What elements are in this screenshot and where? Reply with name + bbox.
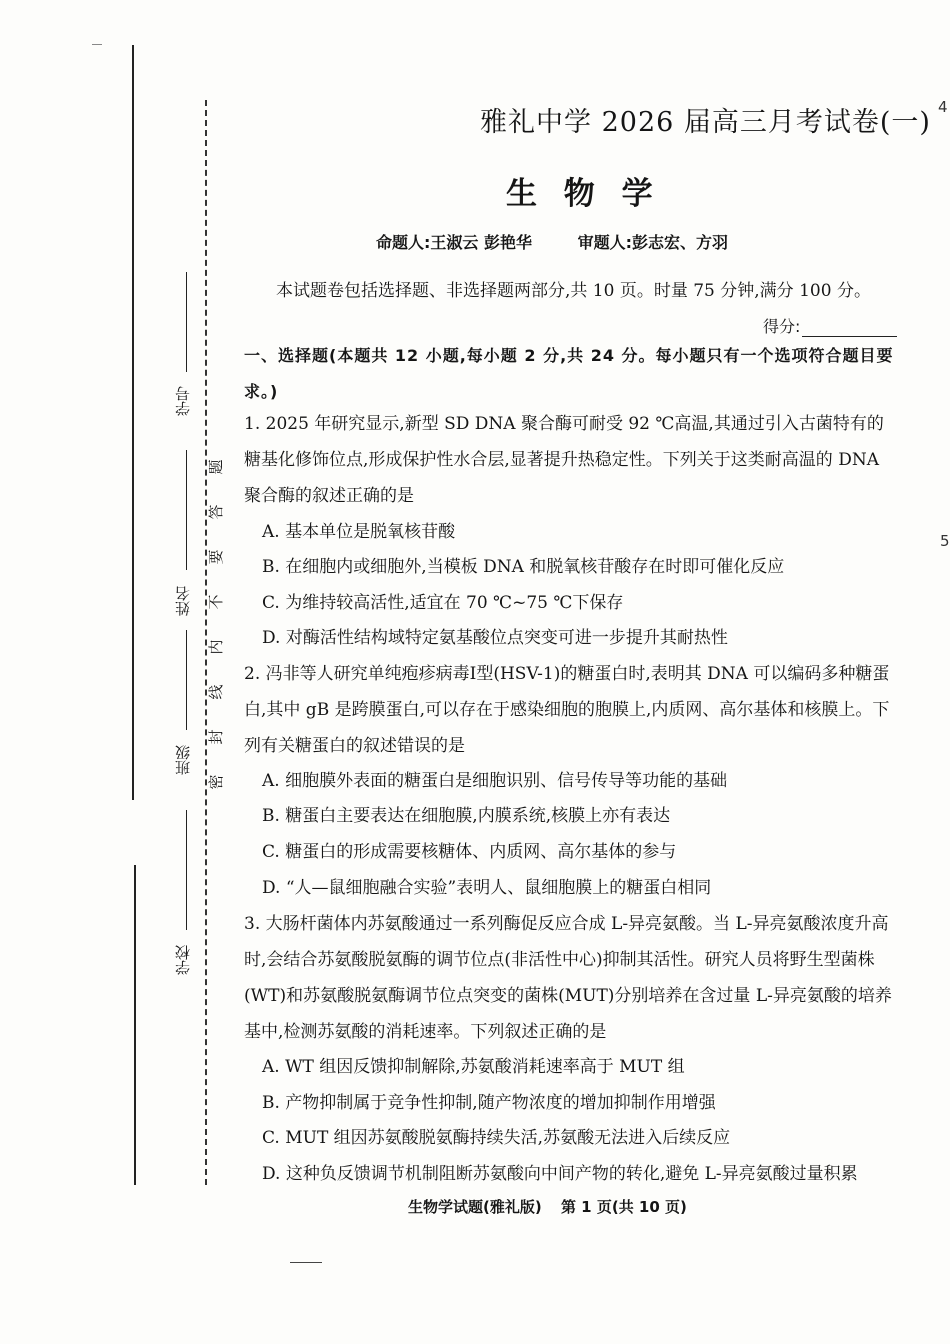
page-top-mark bbox=[92, 44, 102, 45]
edge-mark: 5 bbox=[940, 532, 950, 550]
question-setter: 命题人:王淑云 彭艳华 bbox=[376, 233, 532, 252]
score-label: 得分: bbox=[763, 317, 801, 336]
seal-warning-char: 要 bbox=[207, 549, 225, 565]
section-heading: 一、选择题(本题共 12 小题,每小题 2 分,共 24 分。每小题只有一个选项符合题目要求。) bbox=[244, 346, 894, 401]
seal-warning-char: 密 bbox=[207, 774, 225, 790]
option-item[interactable]: D. “人—鼠细胞融合实验”表明人、鼠细胞膜上的糖蛋白相同 bbox=[262, 878, 712, 898]
school-label: 学校 bbox=[174, 945, 192, 975]
class-field[interactable] bbox=[186, 630, 187, 730]
question-reviewer: 审题人:彭志宏、方羽 bbox=[577, 233, 728, 252]
option-item[interactable]: C. 为维持较高活性,适宜在 70 ℃~75 ℃下保存 bbox=[262, 593, 624, 613]
option-item[interactable]: B. 产物抑制属于竞争性抑制,随产物浓度的增加抑制作用增强 bbox=[262, 1093, 716, 1113]
seal-warning-char: 答 bbox=[207, 504, 225, 520]
option-item[interactable]: A. 基本单位是脱氧核苷酸 bbox=[262, 522, 456, 542]
question-stem: 1. 2025 年研究显示,新型 SD DNA 聚合酶可耐受 92 ℃高温,其通过引入古菌特有的糖基化修饰位点,形成保护性水合层,显著提升热稳定性。下列关于这类耐高温的 DNA 聚合酶的叙述正确的是 bbox=[244, 414, 884, 506]
seal-warning-char: 封 bbox=[207, 729, 225, 745]
page-footer bbox=[408, 1196, 687, 1217]
option-item[interactable]: D. 这种负反馈调节机制阻断苏氨酸向中间产物的转化,避免 L-异亮氨酸过量积累 bbox=[262, 1164, 858, 1184]
name-label: 姓名 bbox=[174, 586, 192, 616]
school-field[interactable] bbox=[186, 810, 187, 930]
option-item[interactable]: C. 糖蛋白的形成需要核糖体、内质网、高尔基体的参与 bbox=[262, 842, 677, 862]
binding-border-line-lower bbox=[134, 865, 136, 1185]
seal-warning bbox=[206, 457, 226, 817]
seal-warning-char: 内 bbox=[207, 639, 225, 655]
student-number-field[interactable] bbox=[186, 272, 187, 372]
edge-mark: 4 bbox=[938, 98, 948, 116]
score-input-line[interactable] bbox=[802, 320, 897, 337]
seal-warning-char: 题 bbox=[207, 459, 225, 475]
seal-warning-char: 不 bbox=[207, 594, 225, 610]
authors-line bbox=[376, 230, 728, 253]
question-stem: 3. 大肠杆菌体内苏氨酸通过一系列酶促反应合成 L-异亮氨酸。当 L-异亮氨酸浓度升高时,会结合苏氨酸脱氨酶的调节位点(非活性中心)抑制其活性。研究人员将野生型菌株(WT)和苏氨酸脱氨酶调节位点突变的菌株(MUT)分别培养在含过量 L-异亮氨酸的培养基中,检测苏氨酸的消耗速率。下列叙述正确的是 bbox=[244, 914, 892, 1042]
scan-artifact-line bbox=[290, 1262, 322, 1263]
student-number-label: 学号 bbox=[174, 386, 192, 416]
option-item[interactable]: D. 对酶活性结构域特定氨基酸位点突变可进一步提升其耐热性 bbox=[262, 628, 728, 648]
exam-title: 雅礼中学 2026 届高三月考试卷(一) bbox=[480, 107, 931, 138]
footer-page-number: 第 1 页(共 10 页) bbox=[560, 1198, 687, 1216]
option-item[interactable]: A. WT 组因反馈抑制解除,苏氨酸消耗速率高于 MUT 组 bbox=[262, 1057, 685, 1077]
option-item[interactable]: A. 细胞膜外表面的糖蛋白是细胞识别、信号传导等功能的基础 bbox=[262, 771, 728, 791]
option-item[interactable]: C. MUT 组因苏氨酸脱氨酶持续失活,苏氨酸无法进入后续反应 bbox=[262, 1128, 731, 1148]
name-field[interactable] bbox=[186, 450, 187, 570]
seal-warning-char: 线 bbox=[207, 684, 225, 700]
score-box bbox=[763, 314, 897, 337]
binding-border-line bbox=[132, 45, 134, 800]
exam-intro: 本试题卷包括选择题、非选择题两部分,共 10 页。时量 75 分钟,满分 100 分。 bbox=[276, 281, 871, 301]
class-label: 班级 bbox=[174, 745, 192, 775]
footer-subject: 生物学试题(雅礼版) bbox=[408, 1198, 542, 1216]
option-item[interactable]: B. 在细胞内或细胞外,当模板 DNA 和脱氧核苷酸存在时即可催化反应 bbox=[262, 557, 785, 577]
subject-title: 生 物 学 bbox=[506, 176, 661, 212]
option-item[interactable]: B. 糖蛋白主要表达在细胞膜,内膜系统,核膜上亦有表达 bbox=[262, 806, 671, 826]
question-stem: 2. 冯非等人研究单纯疱疹病毒Ⅰ型(HSV-1)的糖蛋白时,表明其 DNA 可以编码多种糖蛋白,其中 gB 是跨膜蛋白,可以存在于感染细胞的胞膜上,内质网、高尔基体和核膜上。下列有关糖蛋白的叙述错误的是 bbox=[244, 664, 890, 756]
